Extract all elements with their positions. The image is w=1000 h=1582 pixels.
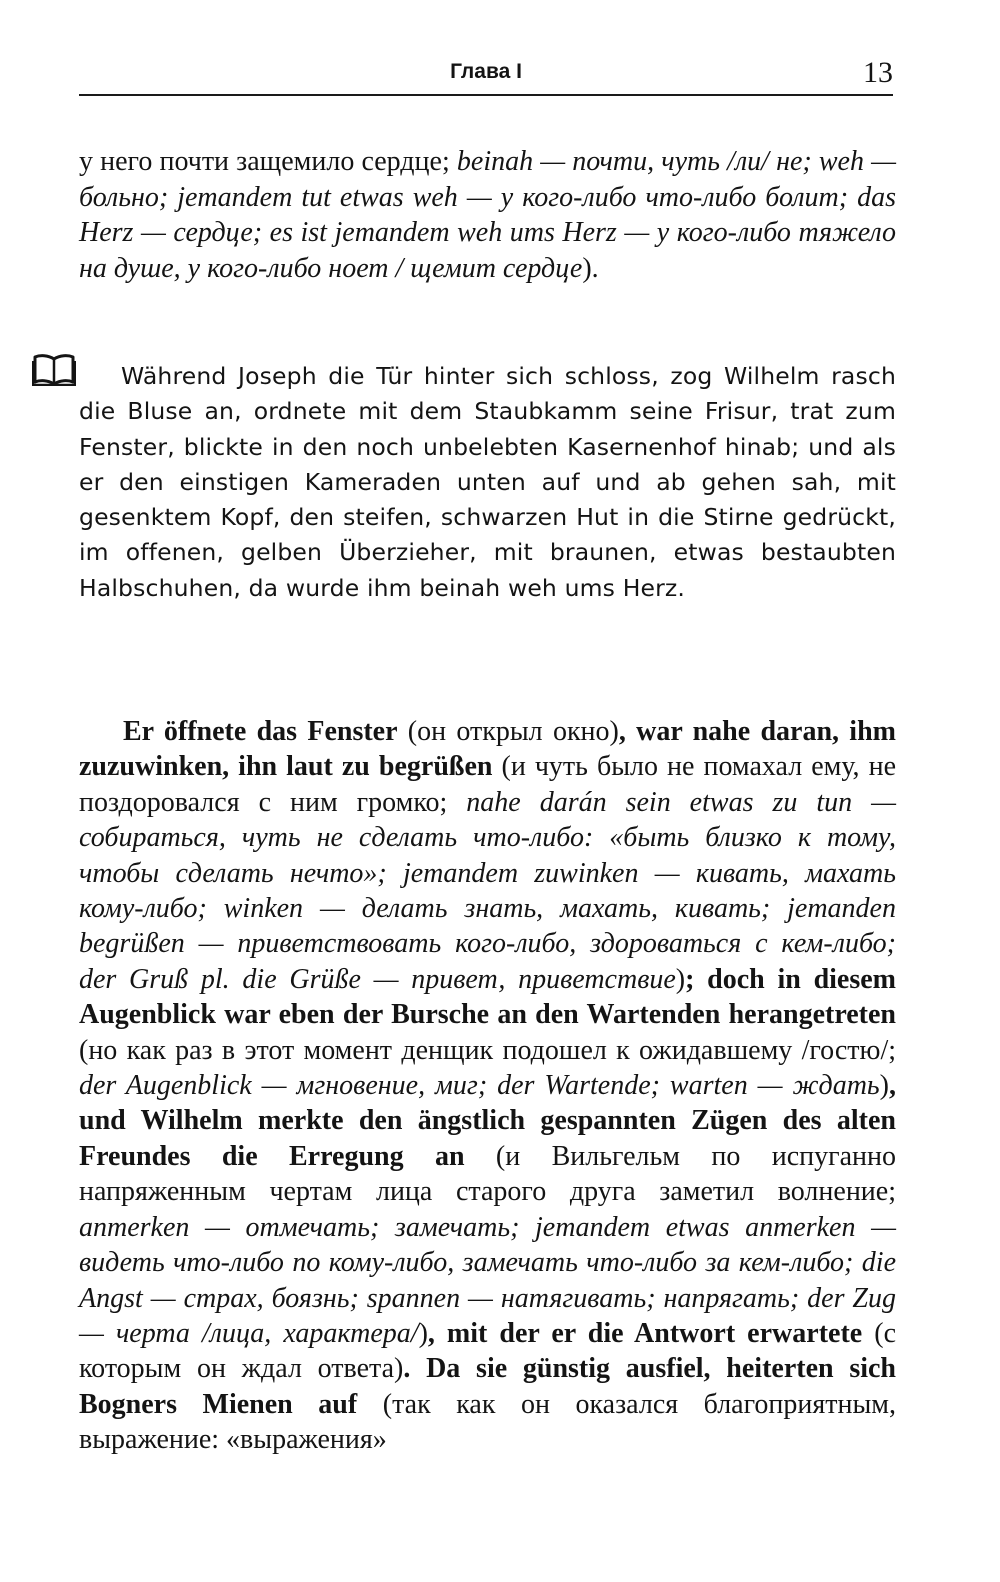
german-reading-passage: Während Joseph die Tür hinter sich schloss, zog Wilhelm rasch die Bluse an, ordnete mit dem Staubkamm seine Frisur, trat zum Fenster, blickte in den noch unbelebten Kasernenhof hinab; und als er den einstigen Kameraden unten auf und ab gehen sah, mit gesenktem Kopf, den steifen, schwarzen Hut in die Stirne gedrückt, im offenen, gelben Überzieher, mit braunen, etwas bestaubten Halbschuhen, da wurde ihm beinah weh ums Herz.: [79, 362, 896, 602]
text-segment: (и Вильгельм по испуганно напряженным чертам лица старого друга заметил волнение;: [79, 1140, 896, 1208]
text-segment-bold: Er öffnete das Fenster: [123, 716, 398, 747]
gloss-segment: ).: [582, 252, 599, 284]
text-segment: (так как он оказался благоприятным, выражение: «выражения»: [79, 1388, 897, 1456]
text-segment: ): [675, 963, 686, 995]
text-segment-bold: ; doch in diesem Augenblick war eben der Bursche an den Wartenden herangetreten: [79, 963, 896, 1031]
text-segment: ): [418, 1317, 428, 1349]
text-segment: (но как раз в этот момент денщик подошел к ожидавшему /гостю/;: [79, 1034, 896, 1066]
text-segment-bold: , war nahe daran, ihm zuzuwinken, ihn laut zu begrüßen: [79, 716, 896, 783]
gloss-segment: у него почти защемило сердце;: [79, 146, 457, 177]
page-header: [79, 56, 893, 96]
text-segment-italic: der Augenblick — мгновение, миг; der Wartende; warten — ждать: [79, 1070, 880, 1102]
text-segment-bold: . Da sie günstig ausfiel, heiterten sich Bogners Mienen auf: [79, 1353, 896, 1420]
text-segment-italic: nahe darán sein etwas zu tun — собираться, чуть не сделать что-либо: «быть близко к тому, чтобы сделать нечто»; jemandem zuwinken — кивать, махать кому-либо; winken — делать знать, махать, кивать; jemanden begrüßen — приветствовать кого-либо, здороваться с кем-либо; der Gruß pl. die Grüße — привет, приветствие: [79, 786, 897, 995]
text-segment-bold: , und Wilhelm merkte den ängstlich gespannten Zügen des alten Freundes die Erregung an: [79, 1070, 896, 1172]
chapter-title: Глава I: [450, 60, 522, 83]
main-paragraph: [79, 714, 896, 1458]
gloss-paragraph-top: [79, 144, 896, 286]
text-segment-bold: , mit der er die Antwort erwartete: [427, 1317, 863, 1349]
open-book-icon: [32, 352, 76, 386]
text-segment-italic: anmerken — отмечать; замечать; jemandem etwas anmerken — видеть что-либо по кому-либо, замечать что-либо за кем-либо; die Angst — страх, боязнь; spannen — натягивать; напрягать; der Zug — черта /лица, характера/: [79, 1211, 896, 1349]
text-segment: (с которым он ждал ответа): [79, 1317, 897, 1385]
text-segment: (он открыл окно): [397, 716, 619, 747]
text-segment: (и чуть было не помахал ему, не поздоровался с ним громко;: [79, 751, 896, 818]
text-segment: ): [879, 1070, 889, 1102]
page-number: 13: [863, 56, 893, 89]
gloss-segment-italic: beinah — почти, чуть /ли/ не; weh — больно; jemandem tut etwas weh — у кого-либо что-либо болит; das Herz — сердце; es ist jemandem weh ums Herz — у кого-либо тяжело на душе, у кого-либо ноет / щемит сердце: [79, 146, 896, 284]
